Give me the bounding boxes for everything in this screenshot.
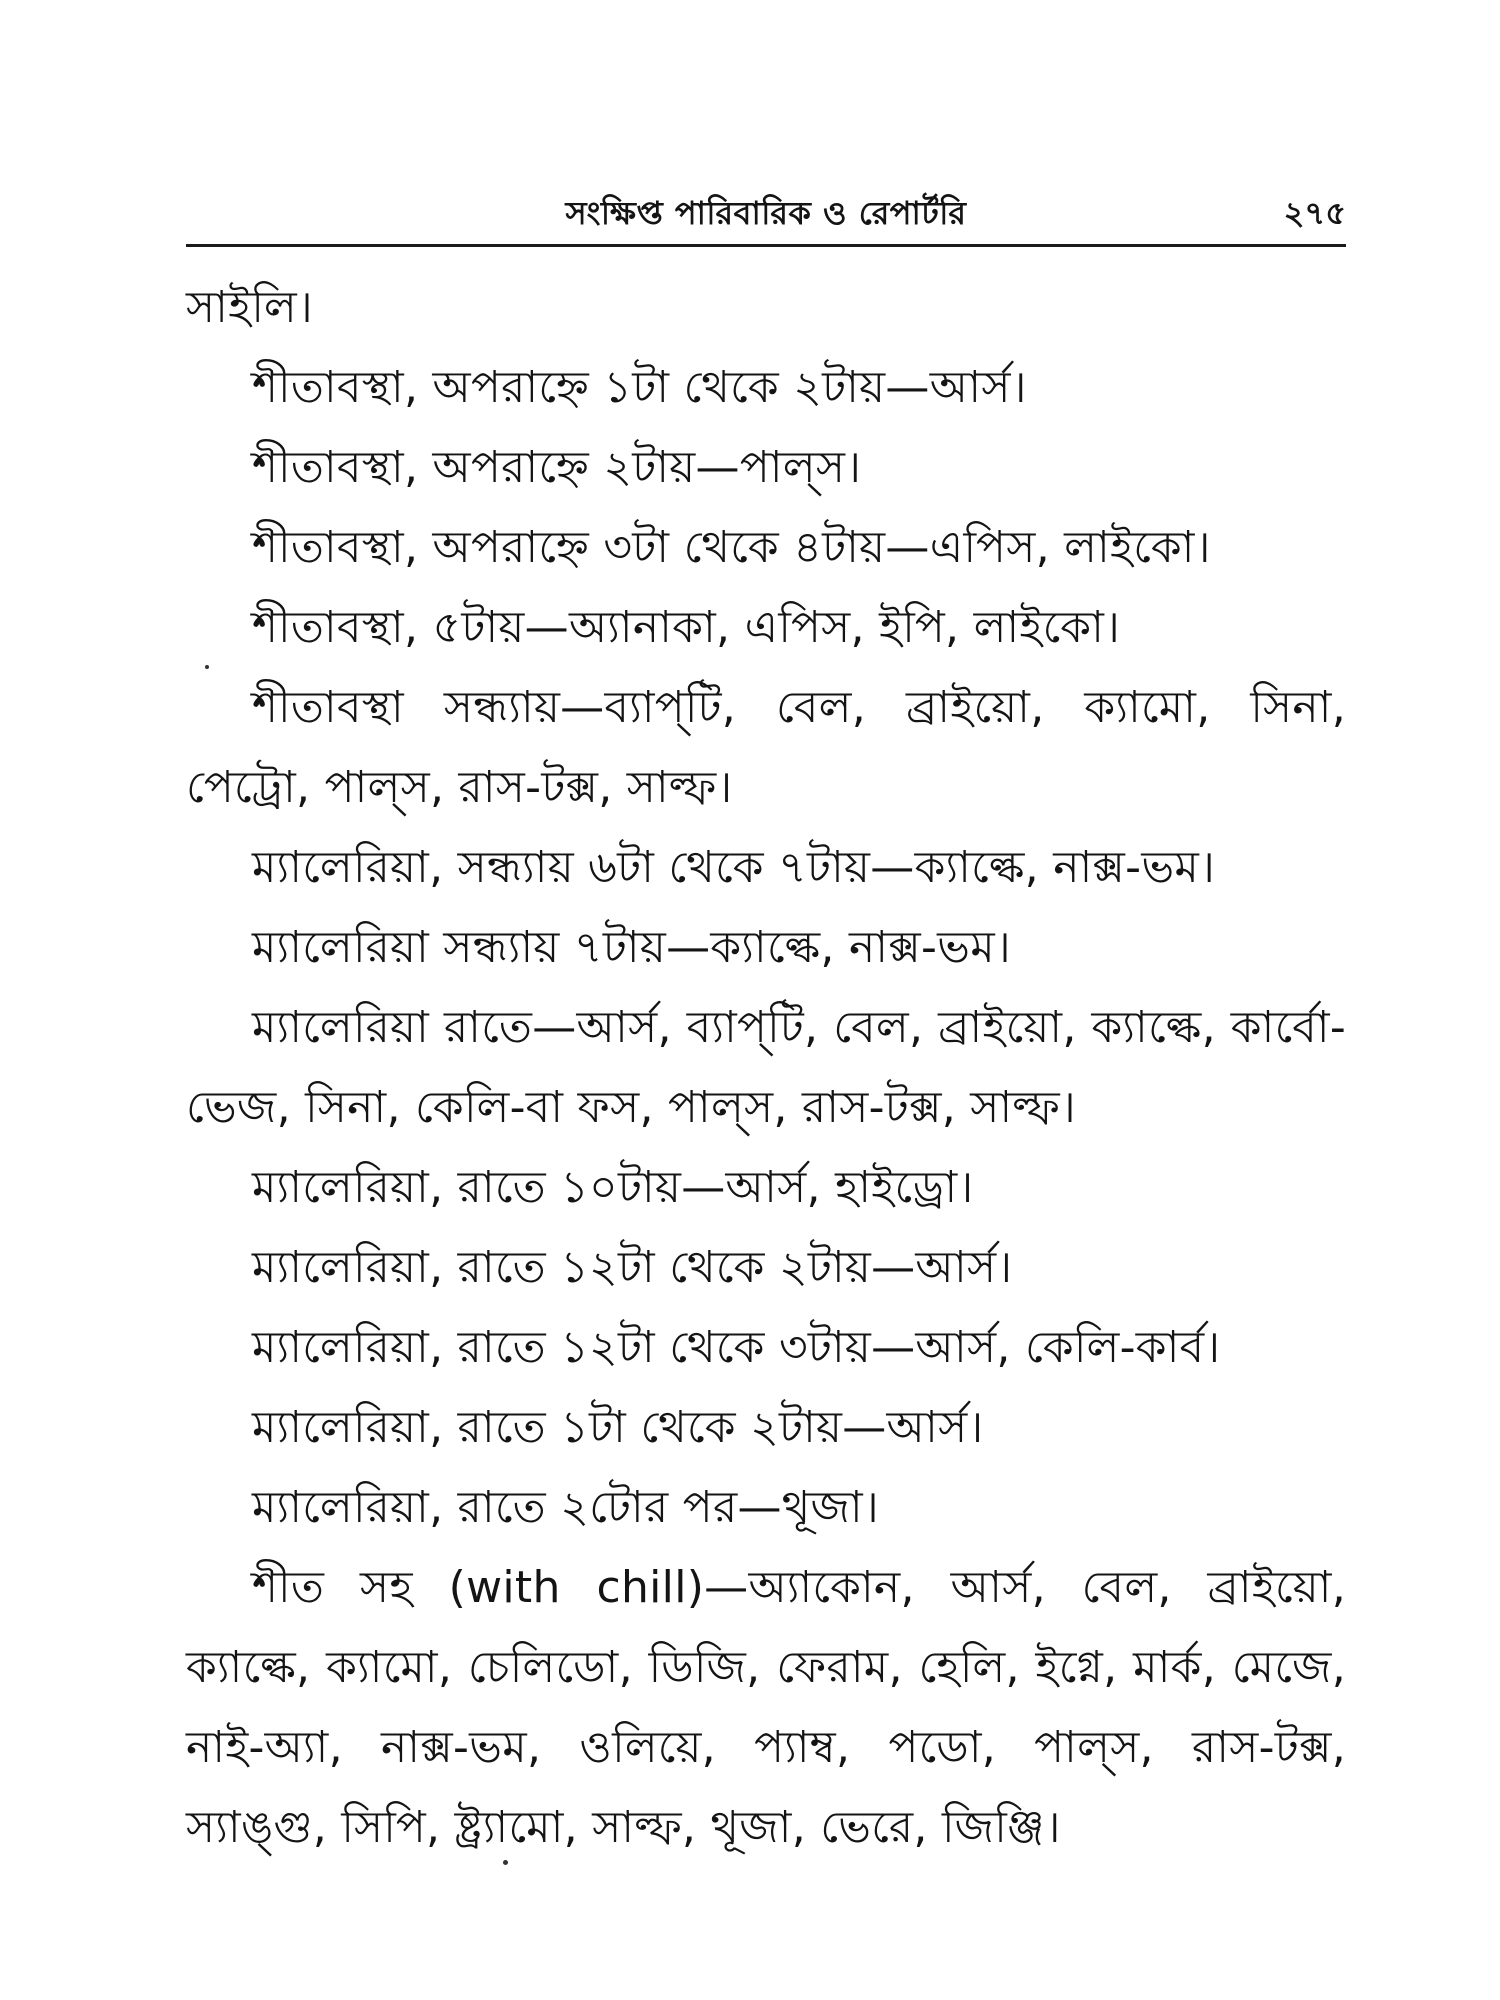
paragraph: শীতাবস্থা, অপরাহ্নে ১টা থেকে ২টায়—আর্স। xyxy=(252,362,1027,413)
paragraph: শীত সহ (with chill)—অ্যাকোন, আর্স, বেল, ব্রাইয়ো, ক্যাল্কে, ক্যামো, চেলিডো, ডিজি, ফেরাম, হেলি, ইগ্নে, মার্ক, মেজে, নাই-অ্যা, নাক্স-ভম, ওলিয়ে, প্যাম্ব, পডো, পাল্স, রাস-টক্স, স্যাঙ্গু, সিপি, ষ্ট্র্যামো, সাল্ফ, থূজা, ভেরে, জিঞ্জি। xyxy=(186,1562,1346,1853)
running-header xyxy=(186,188,1346,238)
header-rule xyxy=(186,244,1346,247)
paragraph: ম্যালেরিয়া, রাতে ২টোর পর—থূজা। xyxy=(252,1482,880,1533)
page-number: ২৭৫ xyxy=(1283,194,1346,232)
paragraph-continuation: সাইলি। xyxy=(186,282,314,333)
paragraph: ম্যালেরিয়া, রাতে ১২টা থেকে ৩টায়—আর্স, কেলি-কার্ব। xyxy=(252,1322,1221,1373)
paragraph: শীতাবস্থা সন্ধ্যায়—ব্যাপ্‌টি, বেল, ব্রাইয়ো, ক্যামো, সিনা, পেট্রো, পাল্স, রাস-টক্স, সাল্ফ। xyxy=(186,682,1346,813)
paragraph: ম্যালেরিয়া, রাতে ১০টায়—আর্স, হাইড্রো। xyxy=(252,1162,974,1213)
body-text xyxy=(186,268,1346,1868)
paragraph: ম্যালেরিয়া রাতে—আর্স, ব্যাপ্‌টি, বেল, ব্রাইয়ো, ক্যাল্কে, কার্বো-ভেজ, সিনা, কেলি-বা ফস, পাল্স, রাস-টক্স, সাল্ফ। xyxy=(186,1002,1346,1133)
paragraph: ম্যালেরিয়া, সন্ধ্যায় ৬টা থেকে ৭টায়—ক্যাল্কে, নাক্স-ভম। xyxy=(252,842,1216,893)
running-title: সংক্ষিপ্ত পারিবারিক ও রেপার্টরি xyxy=(565,194,967,232)
paragraph: শীতাবস্থা, অপরাহ্নে ৩টা থেকে ৪টায়—এপিস, লাইকো। xyxy=(252,522,1211,573)
paragraph: ম্যালেরিয়া সন্ধ্যায় ৭টায়—ক্যাল্কে, নাক্স-ভম। xyxy=(252,922,1011,973)
paragraph: শীতাবস্থা, অপরাহ্নে ২টায়—পাল্স। xyxy=(252,442,862,493)
print-speck xyxy=(205,665,209,669)
paragraph: ম্যালেরিয়া, রাতে ১টা থেকে ২টায়—আর্স। xyxy=(252,1402,984,1453)
print-speck xyxy=(503,1860,508,1865)
paragraph: শীতাবস্থা, ৫টায়—অ্যানাকা, এপিস, ইপি, লাইকো। xyxy=(252,602,1121,653)
paragraph: ম্যালেরিয়া, রাতে ১২টা থেকে ২টায়—আর্স। xyxy=(252,1242,1013,1293)
